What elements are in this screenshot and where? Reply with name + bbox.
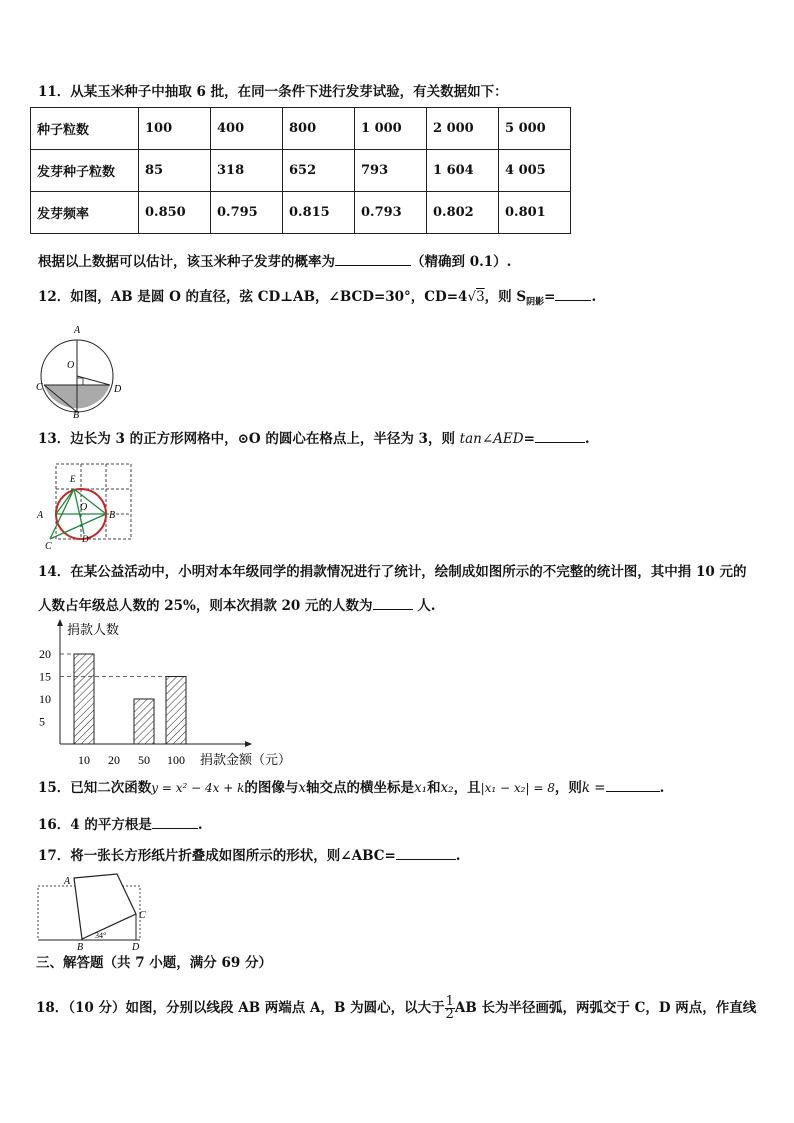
table-row (31, 150, 571, 192)
q12-stem-c: = (544, 289, 556, 305)
q17-fold-figure (34, 872, 164, 952)
q17-label-c: C (139, 910, 146, 921)
q12-label-o: O (67, 360, 75, 371)
q16-end: . (197, 817, 203, 833)
seed-germination-table (30, 107, 571, 234)
q11-answer-blank[interactable] (335, 251, 411, 266)
q13-answer-blank[interactable] (535, 428, 585, 443)
q15-mid1: 的图像与 (244, 780, 299, 796)
q15-xvar: x (298, 780, 307, 796)
q12-stem-a: 12．如图，AB 是圆 O 的直径，弦 CD⊥AB，∠BCD=30°，CD=4 (38, 289, 468, 305)
q15-mid2: 轴交点的横坐标是 (306, 780, 415, 796)
table-cell: 1 000 (355, 108, 427, 150)
q16-answer-blank[interactable] (152, 814, 198, 829)
q13-stem-end: . (584, 431, 590, 447)
table-cell: 0.815 (283, 192, 355, 234)
chart-x-tick-label: 10 (78, 753, 90, 767)
chart-x-axis-label: 捐款金额（元） (200, 753, 292, 768)
q11-answer-suffix: （精确到 0.1）. (411, 254, 512, 270)
q13-label-e: E (70, 474, 76, 484)
chart-x-axis-arrow (245, 741, 252, 747)
chart-y-tick-label: 5 (39, 714, 45, 729)
table-row-label: 发芽频率 (31, 192, 139, 234)
chart-bar-10 (74, 654, 94, 744)
chart-y-tick-label: 10 (39, 692, 51, 706)
q15-prefix: 15．已知二次函数 (38, 780, 152, 796)
table-cell: 400 (211, 108, 283, 150)
q12-answer-blank[interactable] (555, 286, 591, 301)
chart-x-tick-label: 50 (138, 753, 150, 767)
chart-y-tick-label: 15 (39, 669, 51, 684)
section3-title: 三、解答题（共 7 小题，满分 69 分） (36, 955, 272, 971)
q15-end: . (659, 780, 665, 796)
q15-mid3: ，且 (453, 780, 481, 796)
q12-label-d: D (114, 384, 122, 395)
q18-fraction: $\frac{1}{2}$ (445, 994, 454, 1022)
q14-line2 (38, 595, 435, 615)
table-cell: 0.802 (427, 192, 499, 234)
chart-x-tick-label: 20 (108, 753, 120, 767)
table-row (31, 108, 571, 150)
q15-x2: x₂ (440, 780, 454, 796)
table-cell: 4 005 (499, 150, 571, 192)
q17-text: 17．将一张长方形纸片折叠成如图所示的形状，则∠ABC= (38, 848, 396, 864)
q18-part-b: AB 长为半径画弧，两弧交于 C，D 两点，作直线 (454, 1000, 757, 1016)
q15-stem (38, 777, 664, 797)
q12-stem-end: . (591, 289, 597, 305)
q17-answer-blank[interactable] (396, 845, 456, 860)
q15-abs-expr: |x₁ − x₂| = 8 (480, 781, 555, 795)
q13-stem-a: 13．边长为 3 的正方形网格中，⊙O 的圆心在格点上，半径为 3，则 (38, 431, 460, 447)
table-cell: 318 (211, 150, 283, 192)
table-cell: 0.801 (499, 192, 571, 234)
q11-stem: 11．从某玉米种子中抽取 6 批，在同一条件下进行发芽试验，有关数据如下： (38, 84, 508, 100)
q12-stem-b: ，则 S (484, 289, 527, 305)
chart-y-axis-label: 捐款人数 (67, 623, 120, 638)
q16-stem (38, 814, 203, 834)
table-cell: 0.795 (211, 192, 283, 234)
q13-label-o: O (80, 502, 88, 513)
q11-answer-prefix: 根据以上数据可以估计，该玉米种子发芽的概率为 (38, 254, 335, 270)
donation-bar-chart (30, 618, 290, 768)
q14-line1: 14．在某公益活动中，小明对本年级同学的捐款情况进行了统计，绘制成如图所示的不完整的统计图，其中捐 10 元的 (38, 564, 747, 580)
q17-label-a: A (64, 876, 71, 887)
q18-stem (36, 996, 756, 1021)
q14-line2-b: 人. (412, 598, 436, 614)
q13-grid-figure (34, 462, 134, 554)
q17-stem (38, 845, 461, 865)
q13-label-a: A (37, 510, 44, 521)
q18-part-a: 18．（10 分）如图，分别以线段 AB 两端点 A，B 为圆心，以大于 (36, 1000, 445, 1016)
table-cell: 652 (283, 150, 355, 192)
table-cell: 5 000 (499, 108, 571, 150)
q12-label-c: C (36, 382, 43, 393)
q11-answer-line (38, 251, 511, 271)
q13-label-b: B (109, 510, 116, 521)
q15-kvar: k = (581, 780, 606, 796)
q12-circle-figure (36, 318, 126, 421)
q14-answer-blank[interactable] (373, 595, 413, 610)
q15-function: y = x² − 4x + k (151, 781, 245, 795)
table-cell: 793 (355, 150, 427, 192)
q13-label-c: C (45, 541, 52, 552)
table-row-label: 发芽种子粒数 (31, 150, 139, 192)
q13-stem (38, 428, 590, 448)
q17-label-d: D (132, 942, 140, 953)
q16-text: 16．4 的平方根是 (38, 817, 152, 833)
q12-stem (38, 286, 596, 312)
q17-label-b: B (77, 942, 84, 953)
q12-shaded-subscript: 阴影 (526, 297, 545, 308)
table-cell: 0.793 (355, 192, 427, 234)
q17-angle-label: 34° (95, 931, 107, 940)
q14-line2-a: 人数占年级总人数的 25%，则本次捐款 20 元的人数为 (38, 598, 373, 614)
table-cell: 800 (283, 108, 355, 150)
q15-x1: x₁ (414, 780, 428, 796)
q13-stem-b: = (523, 431, 535, 447)
table-row (31, 192, 571, 234)
q17-end: . (455, 848, 461, 864)
table-cell: 100 (139, 108, 211, 150)
q15-mid4: ，则 (554, 780, 582, 796)
chart-x-tick-label: 100 (167, 753, 185, 767)
table-cell: 2 000 (427, 108, 499, 150)
q12-label-a: A (74, 325, 81, 336)
q12-sqrt: √3 (467, 289, 485, 305)
chart-bar-100 (166, 677, 186, 745)
table-cell: 0.850 (139, 192, 211, 234)
table-cell: 1 604 (427, 150, 499, 192)
q15-answer-blank[interactable] (606, 777, 660, 792)
chart-bar-50 (134, 699, 154, 744)
q13-tan-expr: tan∠AED (459, 431, 524, 447)
q13-label-d: D (82, 534, 89, 544)
table-row-label: 种子粒数 (31, 108, 139, 150)
q12-label-b: B (73, 410, 80, 421)
q15-and: 和 (427, 780, 441, 796)
chart-y-tick-label: 20 (39, 647, 51, 661)
table-cell: 85 (139, 150, 211, 192)
chart-y-axis-arrow (57, 619, 63, 626)
